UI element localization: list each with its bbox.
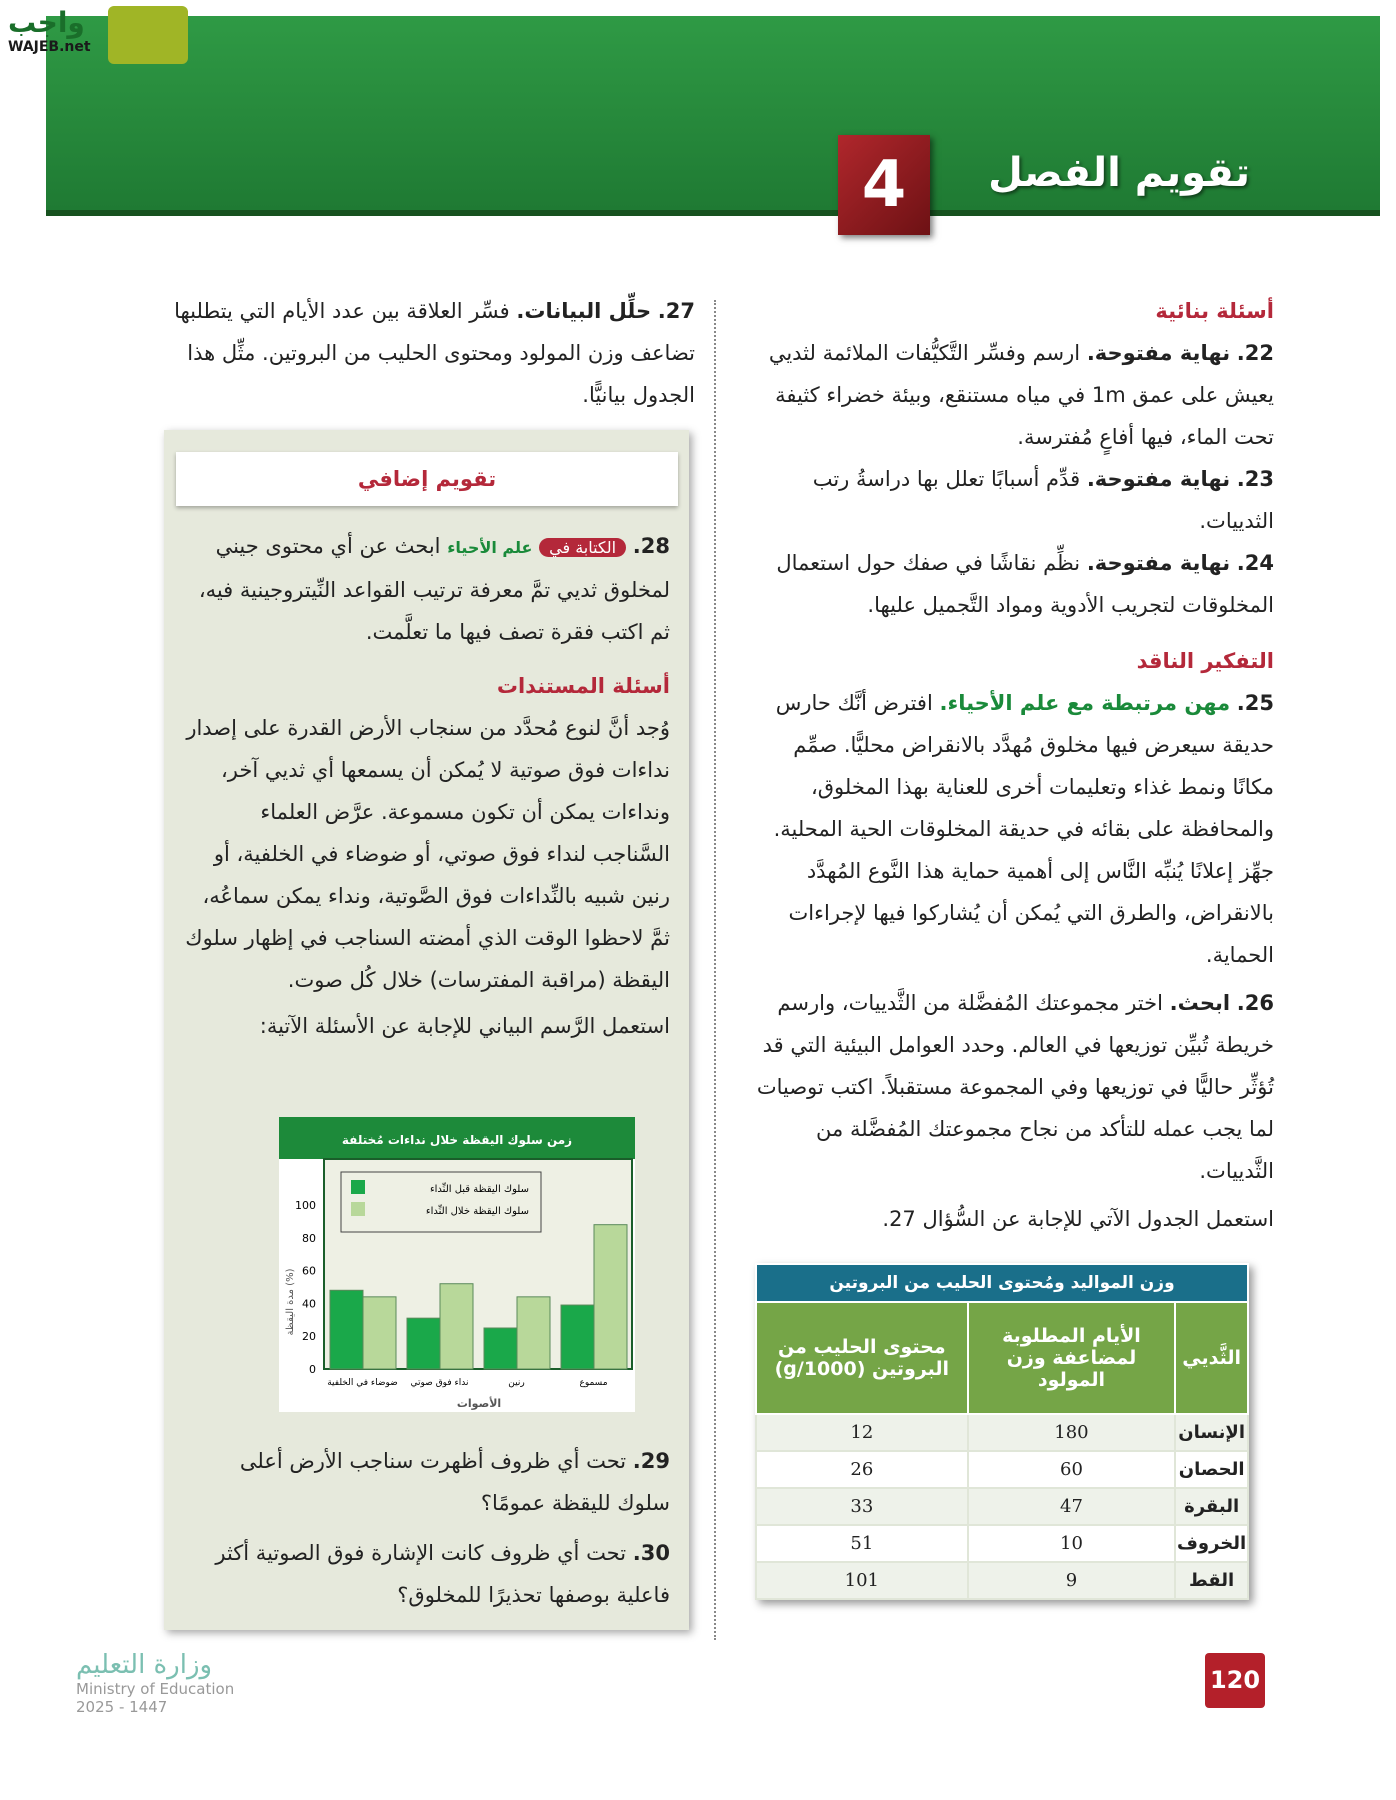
table-cell: القط: [1175, 1562, 1248, 1599]
table-cell: الخروف: [1175, 1525, 1248, 1562]
section-heading: التفكير الناقد: [1136, 649, 1274, 673]
table-caption: وزن المواليد ومُحتوى الحليب من البروتين: [756, 1264, 1248, 1302]
table-cell: 9: [968, 1562, 1176, 1599]
bar-0-2: [484, 1328, 517, 1369]
table-row: [756, 1414, 1248, 1451]
legend-label: سلوك اليقظة قبل النِّداء: [429, 1184, 529, 1195]
column-divider: [714, 300, 716, 1640]
table-cell: 180: [968, 1414, 1176, 1451]
document-text: وُجد أنَّ لنوع مُحدَّد من سنجاب الأرض القدرة على إصدار نداءات فوق صوتية لا يُمكن أن يسمعها أي ثديي آخر، ونداءات يمكن أن تكون مسموعة. عرَّض العلماء السَّناجب لنداء فوق صوتي، أو ضوضاء في الخلفية، أو رنين شبيه بالنِّداءات فوق الصَّوتية، ونداء يمكن سماعُه، ثمَّ لاحظوا الوقت الذي أمضته السناجب في إظهار سلوك اليقظة (مراقبة المفترسات) خلال كُل صوت.: [185, 716, 670, 992]
y-tick-label: 80: [302, 1231, 316, 1245]
logo-book-icon: [108, 6, 188, 64]
x-tick-label: رنين: [508, 1378, 525, 1388]
table-cell: 101: [756, 1562, 968, 1599]
question-22: 22. نهاية مفتوحة. ارسم وفسِّر التَّكيُّفات الملائمة لثديي يعيش على عمق 1m في مياه مستنقع، وبيئة خضراء كثيفة تحت الماء، فيها أفاعٍ مُفترسة.: [768, 341, 1274, 449]
table-cell: الحصان: [1175, 1451, 1248, 1488]
question-26: 26. ابحث. اختر مجموعتك المُفضَّلة من الثَّدييات، وارسم خريطة تُبيِّن توزيعها في العالم. وحدد العوامل البيئية التي قد تُؤثِّر حاليًّا في توزيعها وفي المجموعة مستقبلاً. اكتب توصيات لما يجب عمله للتأكد من نجاح مجموعتك المُفضَّلة من الثَّدييات.: [756, 991, 1274, 1183]
chart-title: زمن سلوك اليقظة خلال نداءات مُختلفة: [341, 1133, 573, 1147]
legend-swatch-0: [351, 1180, 365, 1194]
chapter-number: 4: [838, 135, 930, 235]
y-tick-label: 40: [302, 1297, 316, 1311]
writing-tag: الكتابة في: [539, 538, 626, 557]
question-28: 28. الكتابة في علم الأحياء ابحث عن أي محتوى جيني لمخلوق ثديي تمَّ معرفة ترتيب القواعد النِّيتروجينية فيه، ثم اكتب فقرة تصف فيها ما تعلَّمت.: [198, 534, 670, 644]
questions-29-30: [185, 1440, 670, 1616]
y-tick-label: 0: [309, 1363, 316, 1376]
table-cell: 12: [756, 1414, 968, 1451]
y-tick-label: 100: [295, 1199, 316, 1212]
logo: واجب WAJEB.net: [8, 6, 91, 55]
page-number: 120: [1205, 1653, 1265, 1708]
table-cell: البقرة: [1175, 1488, 1248, 1525]
question-24: 24. نهاية مفتوحة. نظِّم نقاشًا في صفك حول استعمال المخلوقات لتجريب الأدوية ومواد التَّجميل عليها.: [776, 551, 1274, 617]
table-header: محتوى الحليب من البروتين (g/1000): [756, 1302, 968, 1414]
right-column: [746, 290, 1274, 1240]
bar-1-0: [363, 1297, 396, 1369]
ministry-logo: وزارة التعليم Ministry of Education 2025 - 1447: [76, 1650, 235, 1716]
table-row: [756, 1488, 1248, 1525]
table-row: [756, 1451, 1248, 1488]
table-cell: 10: [968, 1525, 1176, 1562]
question-27: 27. حلِّل البيانات. فسِّر العلاقة بين عدد الأيام التي يتطلبها تضاعف وزن المولود ومحتوى الحليب من البروتين. مثِّل هذا الجدول بيانيًّا.: [174, 299, 695, 407]
table-cell: 51: [756, 1525, 968, 1562]
table-intro: استعمل الجدول الآتي للإجابة عن السُّؤال 27.: [882, 1207, 1274, 1231]
y-axis-label: مدة اليقظة (%): [285, 1268, 296, 1336]
question-30: 30. تحت أي ظروف كانت الإشارة فوق الصوتية أكثر فاعلية بوصفها تحذيرًا للمخلوق؟: [215, 1541, 670, 1607]
bar-0-1: [407, 1318, 440, 1369]
table-header: الثَّديي: [1175, 1302, 1248, 1414]
bar-1-1: [440, 1284, 473, 1369]
bar-0-0: [330, 1290, 363, 1369]
data-table: [755, 1263, 1249, 1600]
table-row: [756, 1562, 1248, 1599]
table-cell: الإنسان: [1175, 1414, 1248, 1451]
legend-label: سلوك اليقظة خلال النِّداء: [425, 1206, 529, 1217]
x-axis-label: الأصوات: [456, 1397, 502, 1410]
section-heading: أسئلة المستندات: [496, 674, 670, 698]
question-23: 23. نهاية مفتوحة. قدِّم أسبابًا تعلل بها دراسةُ رتب الثدييات.: [812, 467, 1274, 533]
x-tick-label: مسموع: [579, 1378, 608, 1388]
chart-intro: استعمل الرَّسم البياني للإجابة عن الأسئلة الآتية:: [259, 1014, 670, 1038]
table-row: [756, 1525, 1248, 1562]
bar-chart: [279, 1117, 635, 1412]
table-header: الأيام المطلوبة لمضاعفة وزن المولود: [968, 1302, 1176, 1414]
section-heading: أسئلة بنائية: [1155, 299, 1274, 323]
table-cell: 47: [968, 1488, 1176, 1525]
table-cell: 26: [756, 1451, 968, 1488]
table-cell: 60: [968, 1451, 1176, 1488]
bar-1-2: [517, 1297, 550, 1369]
box-title: تقويم إضافي: [176, 452, 678, 506]
bar-1-3: [594, 1225, 627, 1369]
bar-0-3: [561, 1305, 594, 1369]
question-25: 25. مهن مرتبطة مع علم الأحياء. افترض أنَّك حارس حديقة سيعرض فيها مخلوق مُهدَّد بالانقراض محليًّا. صمِّم مكانًا ونمط غذاء وتعليمات أخرى للعناية بهذا المخلوق، والمحافظة على بقائه في حديقة المخلوقات الحية المحلية. جهِّز إعلانًا يُنبِّه النَّاس إلى أهمية حماية هذا النَّوع المُهدَّد بالانقراض، والطرق التي يُمكن أن يُشاركوا فيها لإجراءات الحماية.: [773, 691, 1274, 967]
question-29: 29. تحت أي ظروف أظهرت سناجب الأرض أعلى سلوك لليقظة عمومًا؟: [239, 1449, 670, 1515]
x-tick-label: ضوضاء في الخلفية: [327, 1378, 398, 1388]
x-tick-label: نداء فوق صوتي: [410, 1378, 469, 1388]
legend-swatch-1: [351, 1202, 365, 1216]
table-cell: 33: [756, 1488, 968, 1525]
chapter-title: تقويم الفصل: [988, 150, 1250, 196]
y-tick-label: 60: [302, 1264, 316, 1278]
y-tick-label: 20: [302, 1330, 316, 1344]
box-content: [185, 525, 670, 1047]
